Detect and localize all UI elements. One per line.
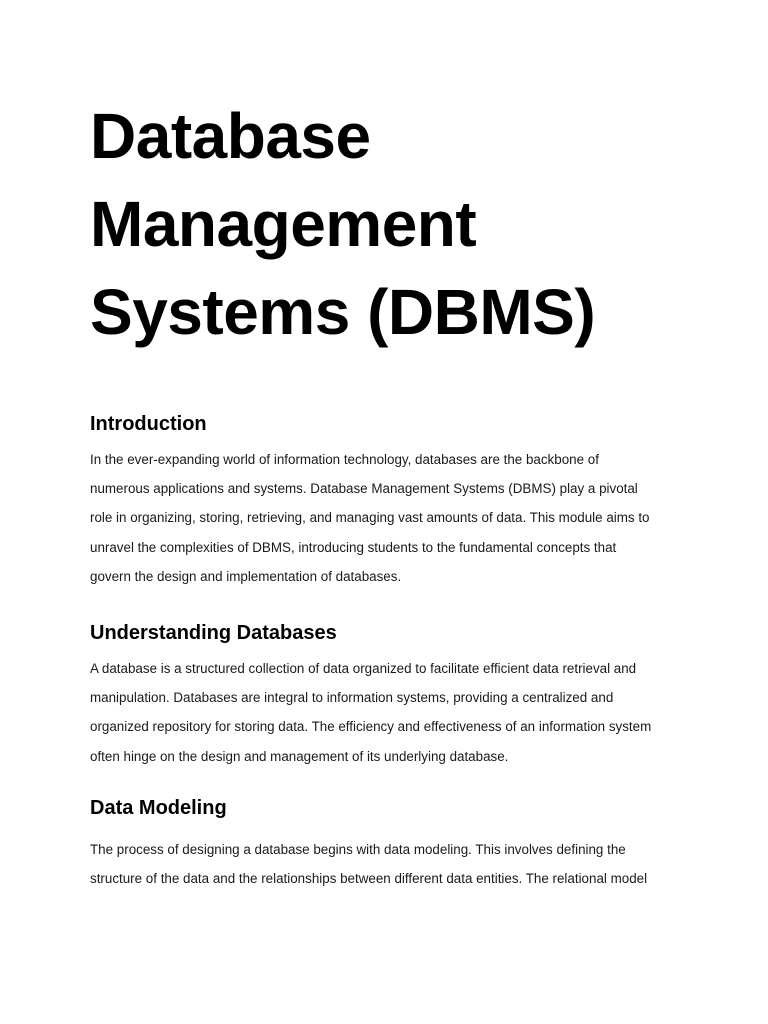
title-line: Management [90,188,477,260]
section-heading-data-modeling: Data Modeling [90,797,227,819]
section-paragraph-data-modeling [90,835,647,893]
paragraph-line: structure of the data and the relationships between different data entities. The relational model [90,871,648,887]
section-paragraph-introduction [90,445,649,591]
title-line: Database [90,100,371,172]
paragraph-line: often hinge on the design and management of its underlying database. [90,748,509,764]
section-paragraph-understanding-databases [90,654,651,771]
title-line: Systems (DBMS) [90,276,596,348]
paragraph-line: manipulation. Databases are integral to information systems, providing a centralized and [90,690,614,706]
document-title [90,92,690,356]
section-heading-introduction: Introduction [90,413,207,435]
paragraph-line: A database is a structured collection of data organized to facilitate efficient data retrieval and [90,661,637,676]
section-heading-understanding-databases: Understanding Databases [90,622,337,644]
paragraph-line: organized repository for storing data. The efficiency and effectiveness of an information system [90,719,652,735]
paragraph-line: unravel the complexities of DBMS, introducing students to the fundamental concepts that [90,539,617,555]
paragraph-line: In the ever-expanding world of information technology, databases are the backbone of [90,452,599,467]
paragraph-line: role in organizing, storing, retrieving, and managing vast amounts of data. This module aims to [90,510,650,526]
paragraph-line: govern the design and implementation of databases. [90,568,402,584]
paragraph-line: numerous applications and systems. Database Management Systems (DBMS) play a pivotal [90,481,638,497]
paragraph-line: The process of designing a database begins with data modeling. This involves defining the [90,842,626,857]
